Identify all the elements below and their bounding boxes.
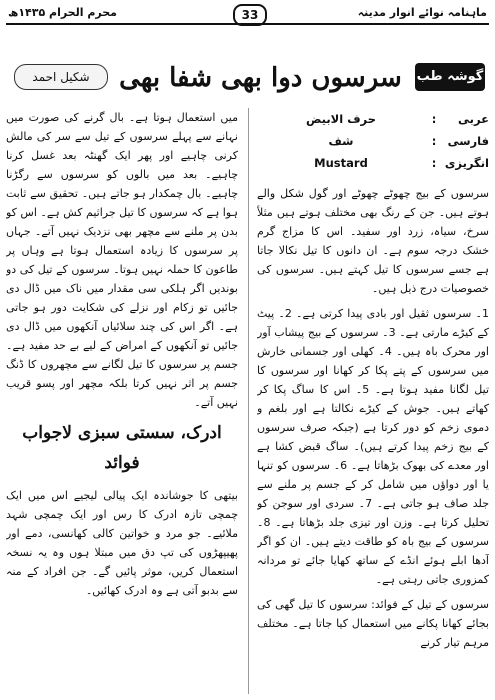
body-paragraph: میں استعمال ہوتا ہے۔ بال گرنے کی صورت میں نہانے سے پہلے سرسوں کے تیل سے سر کی مالش کرنی چاہیے اور پھر ایک گھنٹہ بعد غسل کرنا چاہیے۔ بعد میں بالوں کو سرسوں سے رگڑنا چاہیے۔ بال چمکدار ہو جاتے ہیں۔ تحقیق سے ثابت ہوا ہے کہ سرسوں کا تیل جراثیم کش ہے۔ اس کو بدن پر ملنے سے مچھر بھی نزدیک نہیں آتے۔ جہاں پر سرسوں کا زیادہ استعمال ہوتا ہے وہاں پر طاعون کا حملہ نہیں ہوتا۔ سرسوں کے تیل کی دو بوندیں اگر ہلکی سی مقدار میں ناک میں ڈال دی جائیں تو زکام اور نزلے کی شکایت دور ہو جاتی ہے۔ اگر اس کی چند سلائیاں آنکھوں میں ڈال دی جائیں تو آنکھوں کے امراض کے لیے بے حد مفید ہے۔ جسم پر سرسوں کا تیل لگانے سے مچھروں کا ڈنگ جسم پر اثر نہیں کرتا بلکہ مچھر اور پسو قریب نہیں آتے۔	[6, 111, 238, 409]
header-rule	[6, 23, 489, 25]
plant-name-value: حرف الابیض	[305, 112, 376, 126]
article-title-row	[6, 56, 489, 102]
plant-names	[257, 108, 489, 174]
body-paragraph: بیتھی کا جوشاندہ ایک پیالی لیجیے اس میں ایک چمچی تازہ ادرک کا رس اور ایک چمچی شہد ملائیے۔ جو مرد و خواتین کالی کھانسی، دمے اور پھیپھڑوں کی تپ دق میں مبتلا ہوں وہ یہ نسخہ استعمال کریں، موثر پائیں گے۔ جن افراد کے منہ سے بدبو آتی ہے وہ ادرک کھائیں۔	[6, 489, 238, 597]
plant-name-value: Mustard	[314, 156, 368, 170]
left-column	[6, 108, 238, 694]
page-number: 33	[233, 4, 267, 26]
magazine-name: ماہنامہ نوائے انوار مدینہ	[357, 6, 487, 19]
subheading: ادرک، سستی سبزی لاجواب فوائد	[22, 423, 222, 473]
column-divider	[248, 108, 249, 694]
separator: :	[431, 134, 437, 148]
body-paragraph: سرسوں کے بیج چھوٹے چھوٹے اور گول شکل والے ہوتے ہیں۔ جن کے رنگ بھی مختلف ہوتے ہیں مثلاً سرخ، سیاہ، زرد اور سفید۔ اس کا مزاج گرم خشک درجہ سوم ہے۔ ان دانوں کا تیل نکالا جاتا ہے جسے سرسوں کا تیل کہتے ہیں۔ سرسوں کی خصوصیات درج ذیل ہیں۔	[257, 187, 489, 295]
separator: :	[431, 112, 437, 126]
plant-name-value: شف	[328, 134, 354, 148]
magazine-page	[6, 4, 489, 696]
language-label: فارسی	[447, 134, 489, 148]
page-header	[6, 4, 489, 28]
issue-date: محرم الحرام ۱۴۳۵ھ	[8, 6, 117, 19]
name-row	[257, 152, 489, 174]
name-row	[257, 108, 489, 130]
section-badge: گوشہ طب	[415, 63, 485, 91]
separator: :	[431, 156, 437, 170]
body-paragraph: 1۔ سرسوں ثقیل اور بادی پیدا کرتی ہے۔ 2۔ پیٹ کے کیڑے مارتی ہے۔ 3۔ سرسوں کے بیج پیشاب آور اور محرک باہ ہیں۔ 4۔ کھلی اور جسمانی خارش میں سرسوں کے پتے پکا کر کھانا اور سرسوں کا تیل لگانا مفید ہوتا ہے۔ 5۔ اس کا ساگ پکا کر کھاتے ہیں۔ جوش کے کیڑے نکالتا ہے اور بلغم و دموی زخم کو دور کرتا ہے (جبکہ صرف سرسوں کے بیج زخم پیدا کرتے ہیں)۔ ساگ قبض کشا ہے اور معدے کی بھوک بڑھاتا ہے۔ 6۔ سرسوں کو تنہا یا اور دواؤں میں شامل کر کے جسم پر ملنے سے جلد صاف ہو جاتی ہے۔ 7۔ سردی اور سوجن کو تحلیل کرتا ہے۔ وزن اور تیزی جلد بڑھاتا ہے۔ 8۔ سرسوں کے بیج باہ کو طاقت دیتے ہیں۔ ان کو اگر آدھا ابلے ہوئے انڈے کے ساتھ کھایا جائے تو مردانہ کمزوری جاتی رہتی ہے۔	[257, 307, 489, 586]
name-row	[257, 130, 489, 152]
article-title: سرسوں دوا بھی شفا بھی	[119, 63, 402, 93]
language-label: عربی	[458, 112, 489, 126]
right-column	[257, 108, 489, 694]
body-paragraph: سرسوں کے تیل کے فوائد: سرسوں کا تیل گھی کی بجائے کھانا پکانے میں استعمال کیا جاتا ہے۔ مختلف مرہم تیار کرنے	[257, 598, 489, 649]
author-name: شکیل احمد	[14, 64, 108, 90]
language-label: انگریزی	[444, 156, 489, 170]
